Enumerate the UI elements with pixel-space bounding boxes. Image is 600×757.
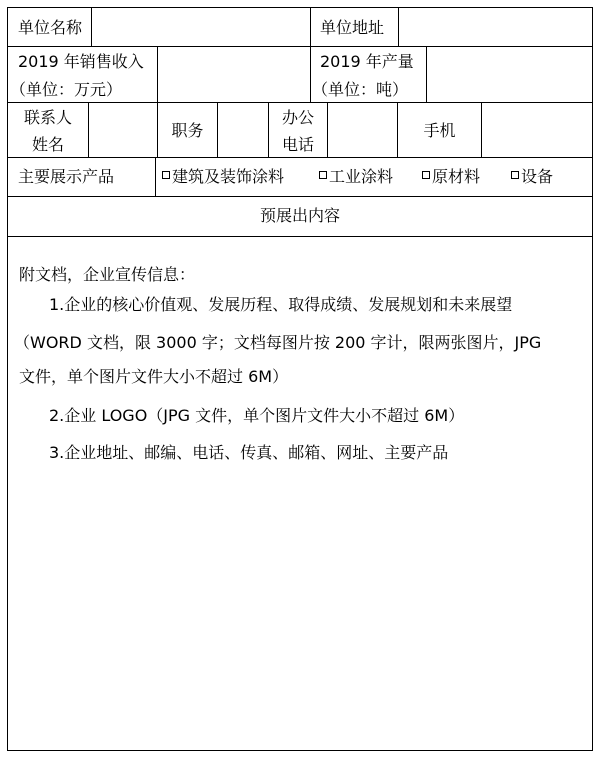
contact-name-field[interactable] (89, 103, 157, 157)
registration-form (7, 7, 593, 751)
content-intro: 附文档，企业宣传信息： (19, 265, 196, 284)
content-item-1-note: （WORD 文档，限 3000 字；文档每图片按 200 字计，限两张图片，JPG (14, 333, 542, 352)
exhibit-content-area[interactable] (8, 237, 592, 750)
output-field[interactable] (427, 47, 592, 102)
content-item-3: 3.企业地址、邮编、电话、传真、邮箱、网址、主要产品 (49, 443, 449, 462)
product-option-label: 原材料 (432, 167, 481, 186)
content-item-1: 1.企业的核心价值观、发展历程、取得成绩、发展规划和未来展望 (49, 295, 513, 314)
products-label: 主要展示产品 (18, 167, 115, 186)
row-divider (8, 196, 592, 197)
col-divider (155, 157, 156, 196)
checkbox-icon[interactable] (319, 171, 327, 179)
checkbox-icon[interactable] (162, 171, 170, 179)
product-option-label: 建筑及装饰涂料 (172, 167, 285, 186)
product-option-label: 工业涂料 (329, 167, 394, 186)
sales-label-line2: （单位：万元） (10, 80, 123, 99)
output-label-line2: （单位：吨） (312, 80, 409, 99)
product-option-industrial-coatings[interactable] (319, 167, 393, 187)
office-phone-label-line1: 办公 (281, 108, 314, 127)
row-divider (8, 157, 592, 158)
product-option-building-coatings[interactable] (162, 167, 284, 187)
office-phone-field[interactable] (328, 103, 397, 157)
mobile-field[interactable] (482, 103, 592, 157)
content-item-1-note-cont: 文件，单个图片文件大小不超过 6M） (19, 367, 289, 386)
product-option-equipment[interactable] (511, 167, 553, 187)
product-option-label: 设备 (521, 167, 554, 186)
product-option-raw-materials[interactable] (422, 167, 480, 187)
output-label-line1: 2019 年产量 (320, 52, 414, 71)
position-label: 职务 (171, 121, 204, 140)
unit-address-field[interactable] (399, 8, 592, 46)
unit-name-field[interactable] (92, 8, 310, 46)
office-phone-label-line2: 电话 (281, 135, 314, 154)
checkbox-icon[interactable] (511, 171, 519, 179)
sales-field[interactable] (158, 47, 310, 102)
exhibit-content-title: 预展出内容 (259, 206, 340, 225)
contact-label-line2: 姓名 (31, 135, 64, 154)
unit-name-label: 单位名称 (18, 18, 83, 37)
unit-address-label: 单位地址 (320, 18, 385, 37)
contact-label-line1: 联系人 (23, 108, 72, 127)
checkbox-icon[interactable] (422, 171, 430, 179)
col-divider (310, 8, 311, 102)
content-item-2: 2.企业 LOGO（JPG 文件，单个图片文件大小不超过 6M） (49, 406, 465, 425)
mobile-label: 手机 (423, 121, 456, 140)
sales-label-line1: 2019 年销售收入 (18, 52, 144, 71)
position-field[interactable] (218, 103, 268, 157)
